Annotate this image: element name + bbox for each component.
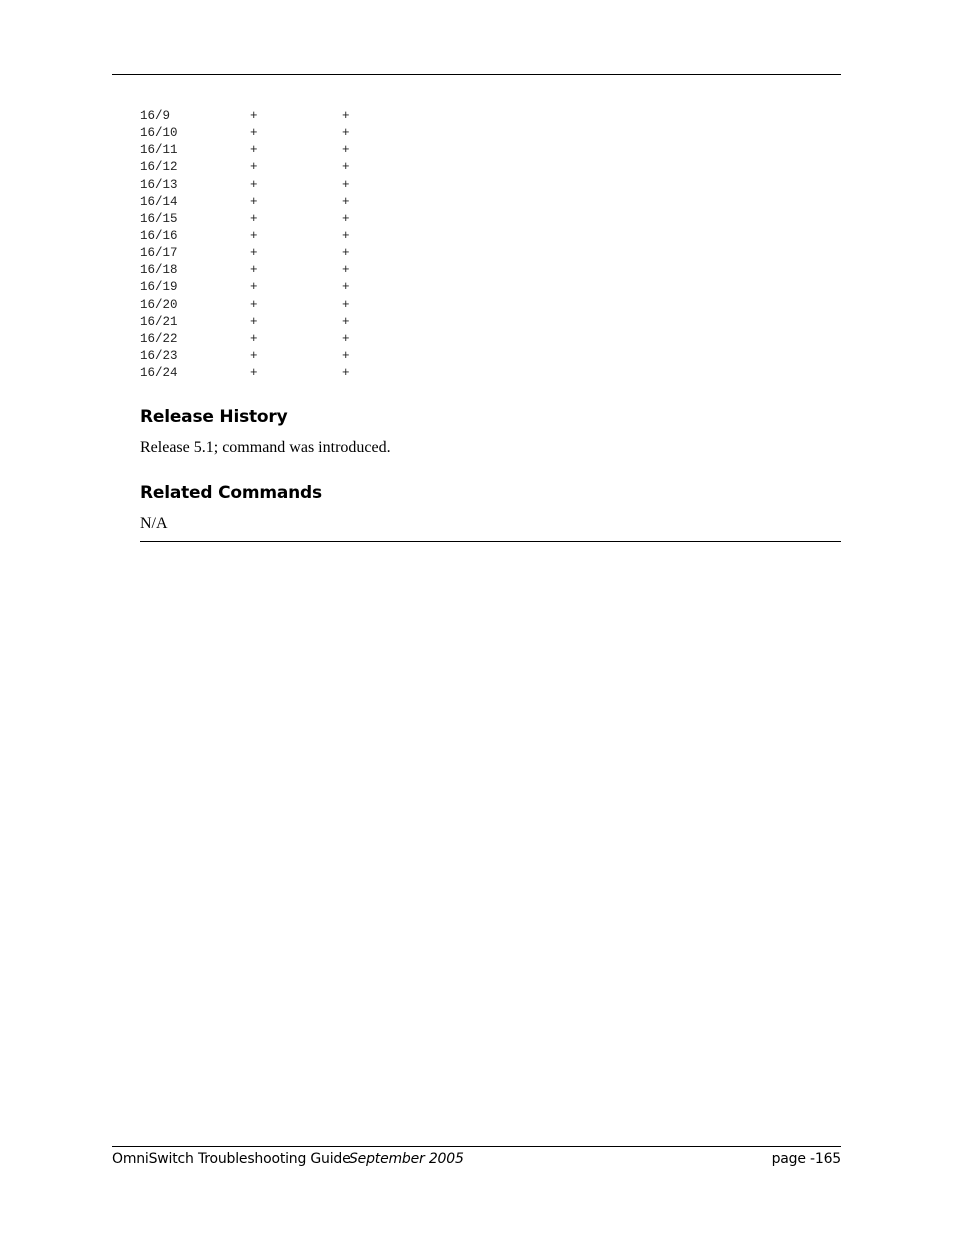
- cli-status-cell: +: [342, 366, 350, 381]
- cli-status-cell: +: [342, 109, 350, 123]
- cli-status-cell: +: [250, 246, 258, 261]
- cli-status-cell: +: [342, 314, 350, 329]
- cli-status-cell: +: [250, 194, 258, 209]
- cli-port-cell: 16/12: [140, 160, 178, 175]
- cli-port-cell: 16/18: [140, 263, 178, 278]
- cli-status-cell: +: [342, 246, 350, 261]
- cli-port-cell: 16/17: [140, 246, 178, 261]
- cli-status-cell: +: [342, 143, 350, 158]
- cli-status-cell: +: [250, 297, 258, 312]
- cli-port-cell: 16/10: [140, 126, 178, 141]
- cli-status-cell: +: [342, 177, 350, 192]
- cli-status-cell: +: [342, 228, 350, 243]
- cli-status-cell: +: [342, 263, 350, 278]
- cli-status-cell: +: [342, 280, 350, 295]
- footer-page-number: page -165: [771, 1151, 841, 1167]
- cli-port-cell: 16/9: [140, 109, 171, 123]
- header-rule: [112, 74, 841, 75]
- cli-status-cell: +: [250, 211, 258, 226]
- cli-status-cell: +: [342, 348, 350, 363]
- cli-status-cell: +: [250, 126, 258, 141]
- cli-port-cell: 16/20: [140, 297, 178, 312]
- cli-status-cell: +: [250, 228, 258, 243]
- cli-status-cell: +: [342, 297, 350, 312]
- cli-status-cell: +: [342, 126, 350, 141]
- cli-status-cell: +: [250, 366, 258, 381]
- cli-status-cell: +: [250, 348, 258, 363]
- cli-port-cell: 16/13: [140, 177, 178, 192]
- cli-status-cell: +: [250, 177, 258, 192]
- cli-port-cell: 16/19: [140, 280, 178, 295]
- release-history-text: Release 5.1; command was introduced.: [140, 439, 391, 456]
- related-commands-heading: Related Commands: [140, 483, 322, 503]
- cli-status-cell: +: [342, 160, 350, 175]
- cli-status-cell: +: [250, 280, 258, 295]
- cli-status-cell: +: [250, 263, 258, 278]
- footer-date: September 2005: [349, 1151, 464, 1167]
- cli-status-cell: +: [250, 160, 258, 175]
- cli-port-cell: 16/24: [140, 366, 178, 381]
- cli-port-cell: 16/16: [140, 228, 178, 243]
- cli-port-cell: 16/21: [140, 314, 178, 329]
- cli-status-cell: +: [250, 109, 258, 123]
- release-history-heading: Release History: [140, 407, 288, 427]
- cli-status-cell: +: [250, 143, 258, 158]
- cli-port-cell: 16/22: [140, 331, 178, 346]
- cli-status-cell: +: [250, 314, 258, 329]
- related-commands-text: N/A: [140, 515, 168, 532]
- cli-port-cell: 16/14: [140, 194, 178, 209]
- footer-rule: [112, 1146, 841, 1147]
- cli-status-cell: +: [250, 331, 258, 346]
- cli-port-cell: 16/11: [140, 143, 178, 158]
- cli-status-cell: +: [342, 194, 350, 209]
- cli-port-cell: 16/15: [140, 211, 178, 226]
- cli-status-cell: +: [342, 211, 350, 226]
- cli-status-cell: +: [342, 331, 350, 346]
- cli-port-cell: 16/23: [140, 348, 178, 363]
- footer-guide-title: OmniSwitch Troubleshooting Guide: [112, 1151, 351, 1167]
- section-end-rule: [140, 541, 841, 542]
